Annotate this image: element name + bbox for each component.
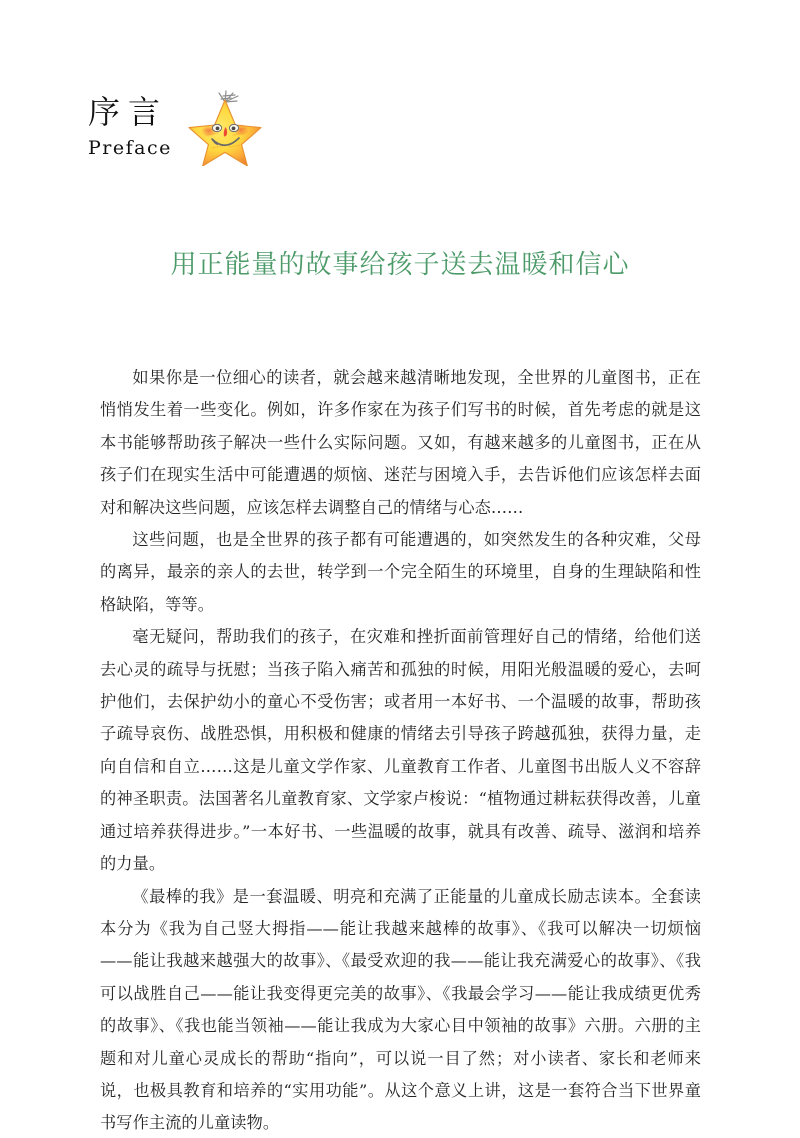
paragraph: 毫无疑问，帮助我们的孩子，在灾难和挫折面前管理好自己的情绪，给他们送去心灵的疏导与抚慰；当孩子陷入痛苦和孤独的时候，用阳光般温暖的爱心，去呵护他们，去保护幼小的童心不受伤害；或者用一本好书、一个温暖的故事，帮助孩子疏导哀伤、战胜恐惧，用积极和健康的情绪去引导孩子跨越孤独，获得力量，走向自信和自立……这是儿童文学作家、儿童教育工作者、儿童图书出版人义不容辞的神圣职责。法国著名儿童教育家、文学家卢梭说：“植物通过耕耘获得改善，儿童通过培养获得进步。”一本好书、一些温暖的故事，就具有改善、疏导、滋润和培养的力量。	[100, 627, 701, 874]
masthead	[88, 92, 388, 184]
masthead-text-group	[88, 92, 172, 160]
paragraph: 这些问题，也是全世界的孩子都有可能遭遇的，如突然发生的各种灾难，父母的离异，最亲的亲人的去世，转学到一个完全陌生的环境里，自身的生理缺陷和性格缺陷，等等。	[100, 530, 701, 614]
article-title: 用正能量的故事给孩子送去温暖和信心	[170, 250, 630, 280]
section-heading-english: Preface	[88, 137, 172, 159]
article-body	[100, 362, 701, 1138]
smiling-star-icon	[188, 86, 262, 166]
paragraph: 《最棒的我》是一套温暖、明亮和充满了正能量的儿童成长励志读本。全套读本分为《我为自己竖大拇指——能让我越来越棒的故事》、《我可以解决一切烦恼——能让我越来越强大的故事》、《最受欢迎的我——能让我充满爱心的故事》、《我可以战胜自己——能让我变得更完美的故事》、《我最会学习——能让我成绩更优秀的故事》、《我也能当领袖——能让我成为大家心目中领袖的故事》六册。六册的主题和对儿童心灵成长的帮助“指向”，可以说一目了然；对小读者、家长和老师来说，也极具教育和培养的“实用功能”。从这个意义上讲，这是一套符合当下世界童书写作主流的儿童读物。	[100, 886, 701, 1133]
section-heading-chinese: 序言	[88, 93, 169, 131]
paragraph: 如果你是一位细心的读者，就会越来越清晰地发现，全世界的儿童图书，正在悄悄发生着一些变化。例如，许多作家在为孩子们写书的时候，首先考虑的就是这本书能够帮助孩子解决一些什么实际问题。又如，有越来越多的儿童图书，正在从孩子们在现实生活中可能遭遇的烦恼、迷茫与困境入手，去告诉他们应该怎样去面对和解决这些问题，应该怎样去调整自己的情绪与心态……	[100, 368, 701, 517]
